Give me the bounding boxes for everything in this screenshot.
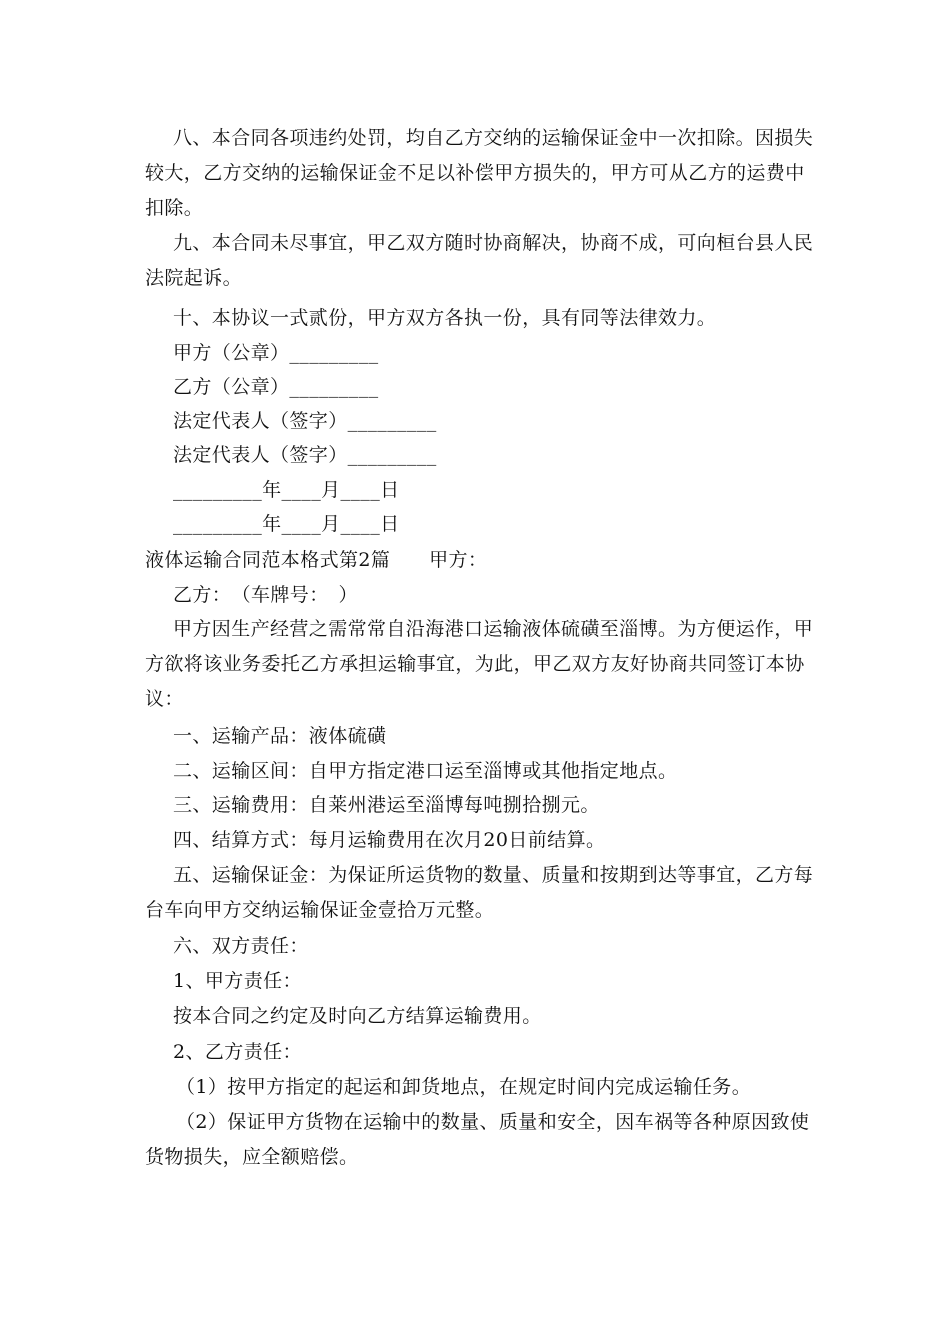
party-b-duty-2-line-2: 货物损失，应全额赔偿。 [145,1146,359,1168]
item-route: 二、运输区间：自甲方指定港口运至淄博或其他指定地点。 [173,760,678,782]
party-a-seal: 甲方（公章）_________ [173,342,379,364]
clause-8-line-2: 较大，乙方交纳的运输保证金不足以补偿甲方损失的，甲方可从乙方的运费中 [145,162,805,184]
item-fee: 三、运输费用：自莱州港运至淄博每吨捌拾捌元。 [173,794,600,816]
item-deposit-line-2: 台车向甲方交纳运输保证金壹拾万元整。 [145,899,495,921]
party-b-duty-heading: 2、乙方责任： [173,1041,302,1063]
date-line-2: _________年____月____日 [173,513,400,535]
legal-rep-signature-2: 法定代表人（签字）_________ [173,444,437,466]
item-settlement: 四、结算方式：每月运输费用在次月20日前结算。 [173,829,606,851]
party-b-plate: 乙方： （车牌号： ） [173,584,358,606]
party-b-seal: 乙方（公章）_________ [173,376,379,398]
item-product: 一、运输产品：液体硫磺 [173,725,387,747]
item-responsibilities: 六、双方责任： [173,935,309,957]
party-b-duty-2-line-1: （2）保证甲方货物在运输中的数量、质量和安全，因车祸等各种原因致使 [176,1111,810,1133]
clause-8-line-1: 八、本合同各项违约处罚，均自乙方交纳的运输保证金中一次扣除。因损失 [173,127,814,149]
clause-10: 十、本协议一式贰份，甲方双方各执一份，具有同等法律效力。 [173,307,717,329]
section-heading: 液体运输合同范本格式第2篇 甲方： [145,549,488,571]
intro-line-2: 方欲将该业务委托乙方承担运输事宜，为此，甲乙双方友好协商共同签订本协 [145,653,805,675]
party-b-duty-1: （1）按甲方指定的起运和卸货地点，在规定时间内完成运输任务。 [176,1076,752,1098]
legal-rep-signature-1: 法定代表人（签字）_________ [173,410,437,432]
party-a-duty: 按本合同之约定及时向乙方结算运输费用。 [173,1005,542,1027]
party-a-duty-heading: 1、甲方责任： [173,970,302,992]
intro-line-3: 议： [145,688,184,710]
clause-9-line-1: 九、本合同未尽事宜，甲乙双方随时协商解决，协商不成，可向桓台县人民 [173,232,814,254]
date-line-1: _________年____月____日 [173,479,400,501]
item-deposit-line-1: 五、运输保证金：为保证所运货物的数量、质量和按期到达等事宜，乙方每 [173,864,814,886]
clause-8-line-3: 扣除。 [145,197,204,219]
intro-line-1: 甲方因生产经营之需常常自沿海港口运输液体硫磺至淄博。为方便运作，甲 [173,618,814,640]
clause-9-line-2: 法院起诉。 [145,267,243,289]
